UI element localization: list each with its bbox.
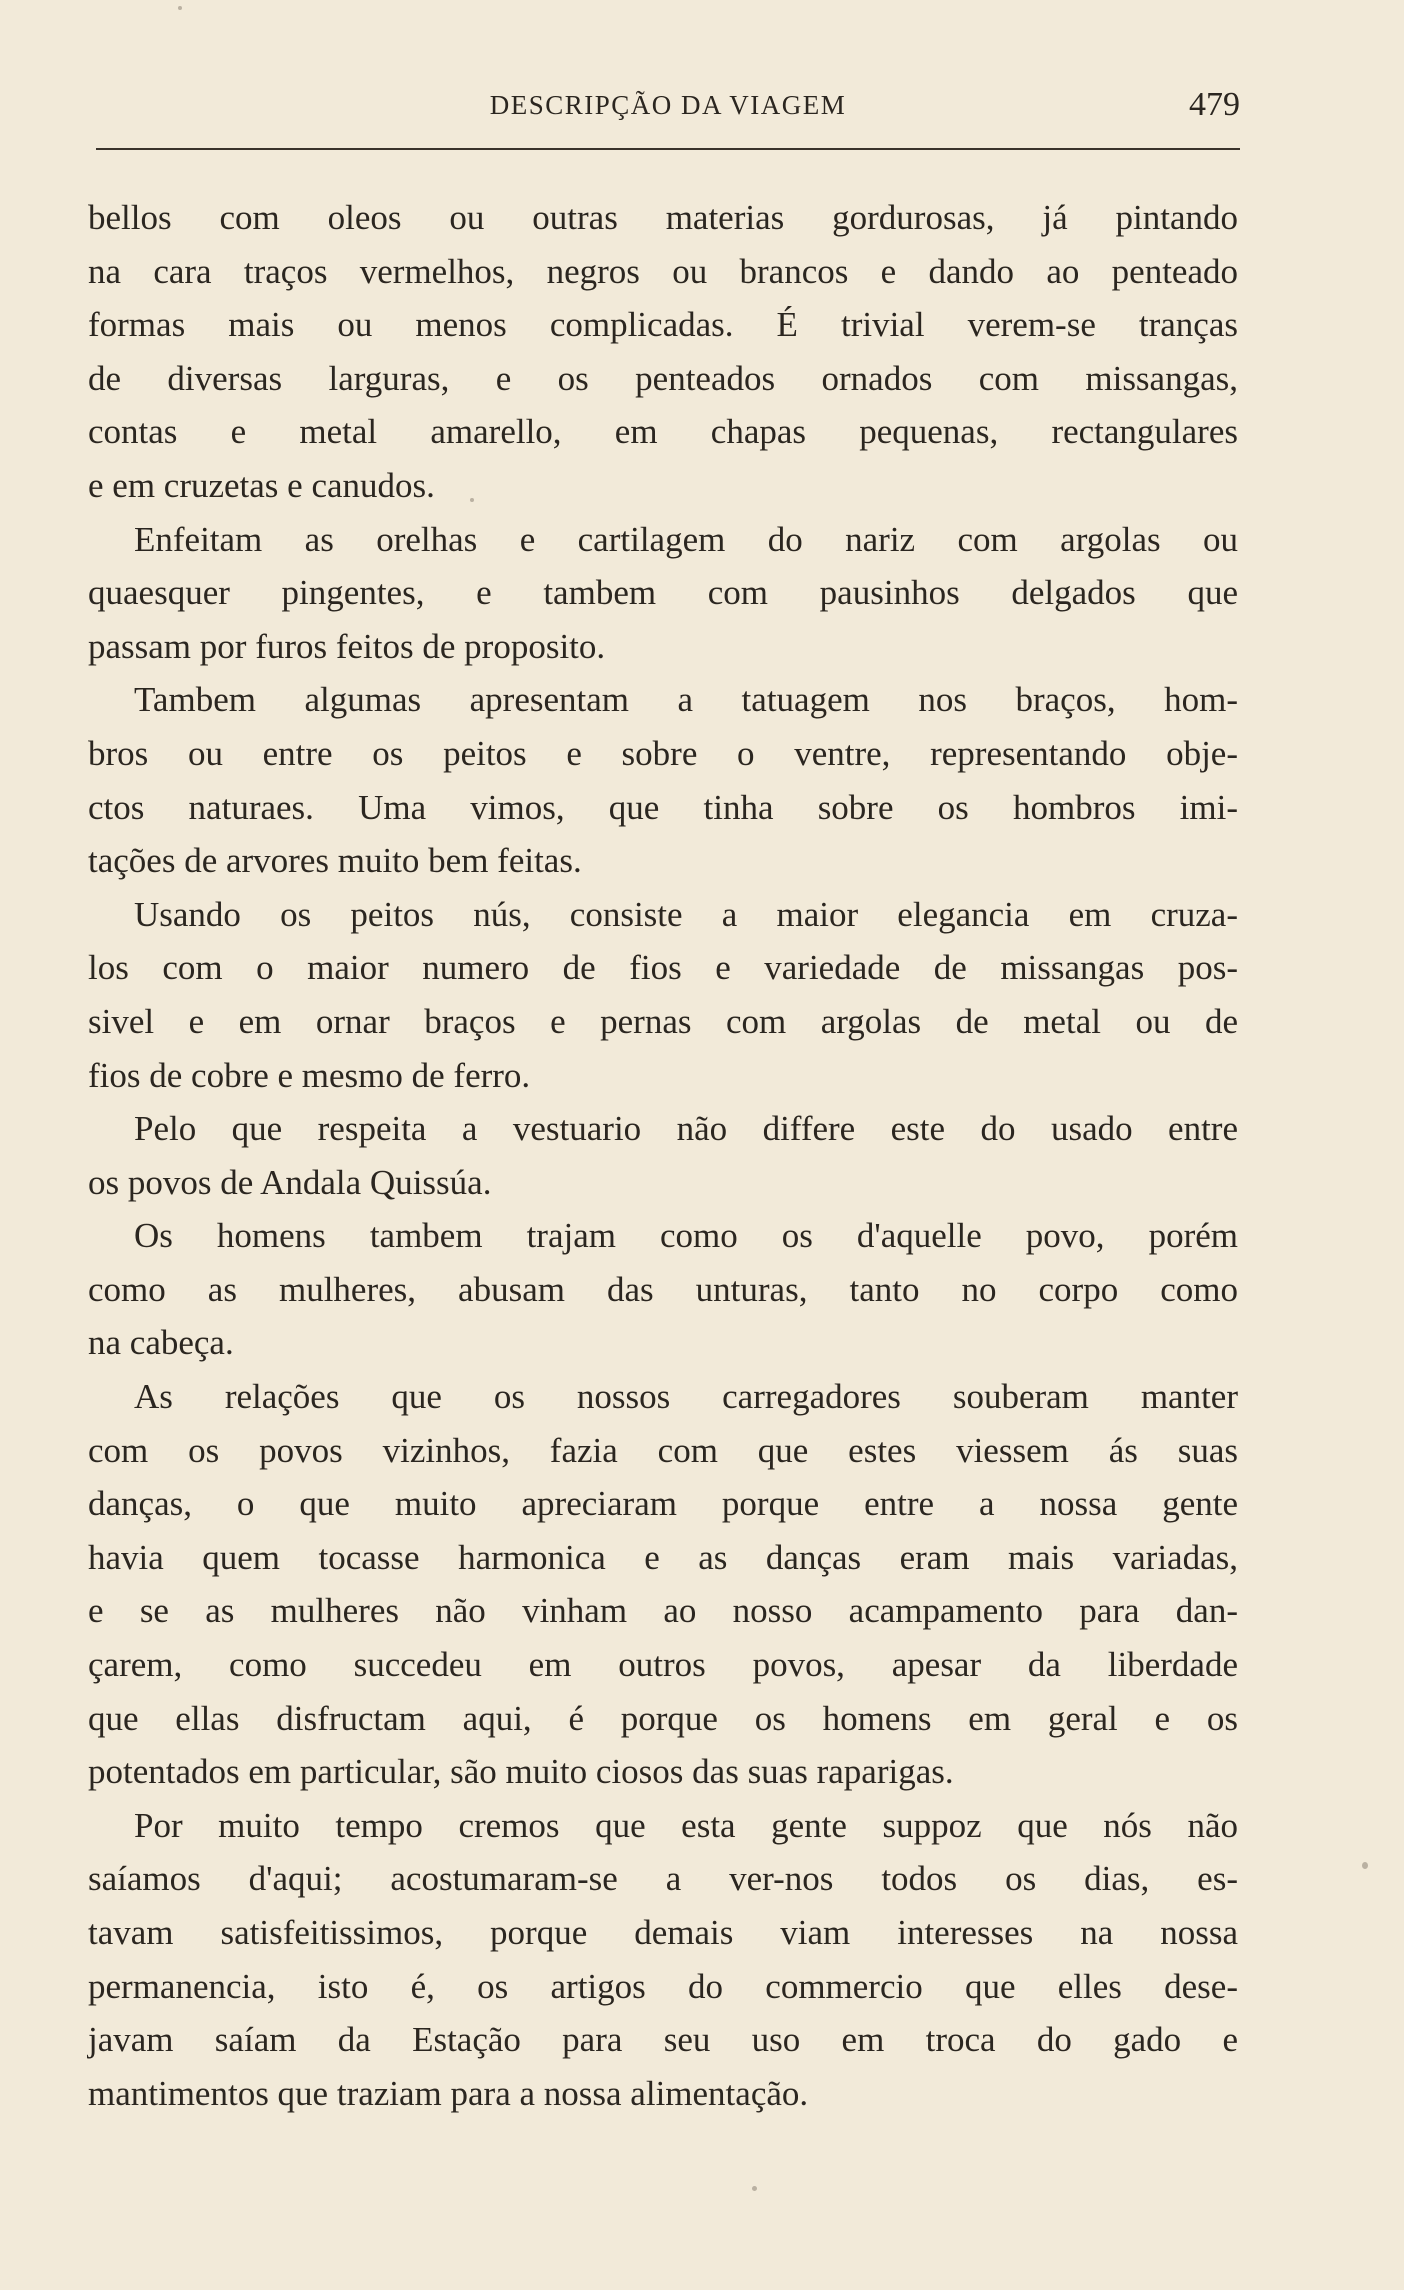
body-text: [88, 191, 1238, 2120]
text-line: Pelo que respeita a vestuario não differe este do usado entre: [134, 1109, 1238, 1149]
text-line: sivel e em ornar braços e pernas com argolas de metal ou de: [88, 1001, 1238, 1041]
text-line: ctos naturaes. Uma vimos, que tinha sobre os hombros imi-: [88, 787, 1238, 827]
text-line: permanencia, isto é, os artigos do commercio que elles dese-: [88, 1966, 1238, 2006]
text-line: çarem, como succedeu em outros povos, apesar da liberdade: [88, 1645, 1238, 1685]
running-head: [96, 86, 1240, 126]
paragraph: [88, 513, 1238, 674]
text-line: havia quem tocasse harmonica e as danças eram mais variadas,: [88, 1537, 1238, 1577]
text-line: os povos de Andala Quissúa.: [88, 1162, 492, 1202]
paragraph: [88, 1799, 1238, 2121]
text-line: Os homens tambem trajam como os d'aquelle povo, porém: [134, 1216, 1238, 1256]
text-line: como as mulheres, abusam das unturas, tanto no corpo como: [88, 1269, 1238, 1309]
text-line: saíamos d'aqui; acostumaram-se a ver-nos todos os dias, es-: [88, 1859, 1238, 1899]
text-line: mantimentos que traziam para a nossa alimentação.: [88, 2073, 809, 2113]
text-line: As relações que os nossos carregadores souberam manter: [134, 1377, 1238, 1417]
paper-speck: [1362, 1862, 1368, 1869]
text-line: e se as mulheres não vinham ao nosso acampamento para dan-: [88, 1591, 1238, 1631]
text-line: tações de arvores muito bem feitas.: [88, 841, 582, 881]
paragraph: [88, 888, 1238, 1102]
text-line: na cabeça.: [88, 1323, 234, 1363]
text-line: Enfeitam as orelhas e cartilagem do nariz com argolas ou: [134, 519, 1238, 559]
text-line: formas mais ou menos complicadas. É trivial verem-se tranças: [88, 305, 1238, 345]
page-number: 479: [1189, 86, 1240, 123]
text-line: Tambem algumas apresentam a tatuagem nos braços, hom-: [134, 680, 1238, 720]
text-line: na cara traços vermelhos, negros ou brancos e dando ao penteado: [88, 251, 1238, 291]
text-line: e em cruzetas e canudos.: [88, 465, 435, 505]
text-line: bellos com oleos ou outras materias gordurosas, já pintando: [88, 198, 1238, 237]
text-line: contas e metal amarello, em chapas pequenas, rectangulares: [88, 412, 1238, 452]
text-line: Usando os peitos nús, consiste a maior elegancia em cruza-: [134, 894, 1238, 934]
text-line: quaesquer pingentes, e tambem com pausinhos delgados que: [88, 573, 1238, 613]
paragraph: [88, 673, 1238, 887]
text-line: los com o maior numero de fios e variedade de missangas pos-: [88, 948, 1238, 988]
paragraph: [88, 1209, 1238, 1370]
text-line: com os povos vizinhos, fazia com que estes viessem ás suas: [88, 1430, 1238, 1470]
paragraph: [88, 1102, 1238, 1209]
text-line: Por muito tempo cremos que esta gente suppoz que nós não: [134, 1805, 1238, 1845]
text-line: potentados em particular, são muito ciosos das suas raparigas.: [88, 1752, 954, 1792]
text-line: que ellas disfructam aqui, é porque os homens em geral e os: [88, 1698, 1238, 1738]
text-line: javam saíam da Estação para seu uso em troca do gado e: [88, 2020, 1238, 2060]
paper-speck: [178, 6, 182, 10]
text-line: tavam satisfeitissimos, porque demais viam interesses na nossa: [88, 1913, 1238, 1952]
text-line: danças, o que muito apreciaram porque entre a nossa gente: [88, 1484, 1238, 1524]
header-rule: [96, 148, 1240, 150]
paper-speck: [470, 498, 474, 502]
paper-speck: [752, 2186, 757, 2191]
text-line: passam por furos feitos de proposito.: [88, 626, 606, 666]
running-title: DESCRIPÇÃO DA VIAGEM: [489, 90, 847, 120]
paragraph: [88, 191, 1238, 513]
text-line: de diversas larguras, e os penteados ornados com missangas,: [88, 358, 1238, 398]
paragraph: [88, 1370, 1238, 1799]
text-line: fios de cobre e mesmo de ferro.: [88, 1055, 531, 1095]
text-line: bros ou entre os peitos e sobre o ventre, representando obje-: [88, 733, 1238, 773]
